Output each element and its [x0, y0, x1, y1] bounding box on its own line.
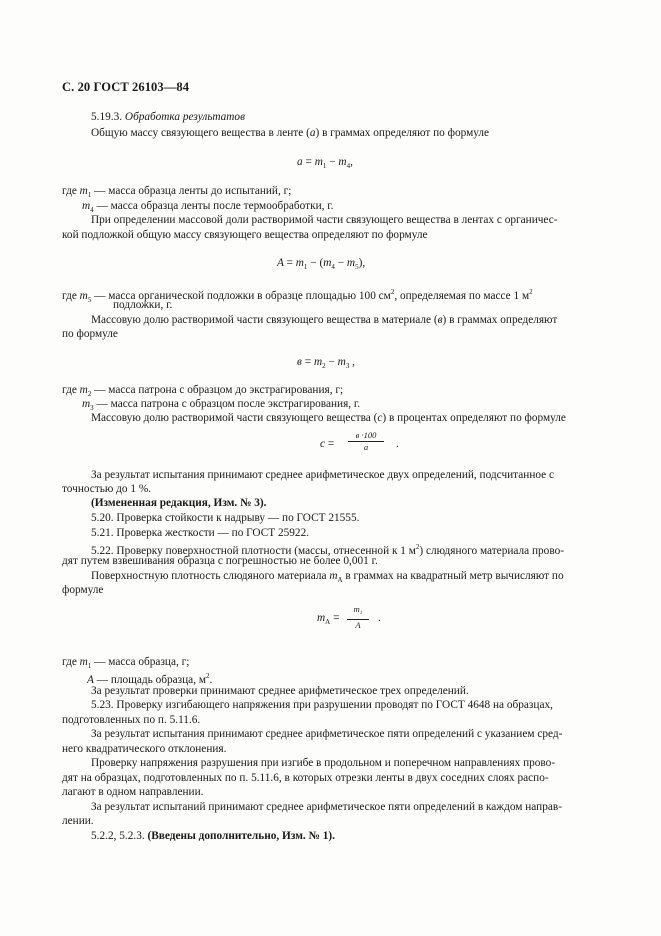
formula-period: .	[396, 438, 399, 450]
paragraph-line: по формуле	[62, 328, 118, 340]
formula-total-binder: $a = m_1 - m_4$,	[297, 156, 353, 170]
where-line: $m_3$ — масса патрона с образцом после экстрагирования, г.	[82, 398, 361, 412]
paragraph-line: 5.20. Проверка стойкости к надрыву — по ГОСТ 21555.	[91, 512, 360, 524]
fraction: в ·100 а	[348, 430, 384, 453]
paragraph-line: При определении массовой доли растворимой части связующего вещества в лентах с органичес-	[91, 214, 558, 226]
paragraph-line: Массовую долю растворимой части связующего вещества в материале (в) в граммах определяют	[91, 314, 558, 326]
formula-percent: с =	[320, 438, 335, 450]
where-line: $m_4$ — масса образца ленты после термообработки, г.	[82, 200, 334, 214]
paragraph-line: дят путем взвешивания образца с погрешностью не более 0,001 г.	[62, 555, 378, 567]
paragraph-line: дят на образцах, подготовленных по п. 5.11.6, в которых отрезки ленты в двух соседних слоях распо-	[62, 772, 549, 784]
paragraph-line: Проверку напряжения разрушения при изгибе в продольном и поперечном направлениях прово-	[91, 757, 556, 769]
formula-soluble-part: $в = m_2 - m_3$ ,	[297, 356, 355, 370]
text: ) в граммах определяют по формуле	[315, 127, 490, 139]
paragraph-line: точностью до 1 %.	[62, 483, 152, 495]
paragraph-line: него квадратического отклонения.	[62, 743, 227, 755]
variable: a	[309, 127, 316, 139]
formula-organic-substrate: $A = m_1 - (m_4 - m_5)$,	[277, 257, 366, 271]
paragraph-line: Массовую долю растворимой части связующего вещества (с) в процентах определяют по формуле	[91, 412, 566, 424]
where-line: где $m_1$ — масса образца, г;	[62, 656, 190, 670]
fraction: $\frac{m_1}{A}$	[347, 604, 369, 631]
section-heading	[91, 110, 245, 125]
paragraph-line: 5.21. Проверка жесткости — по ГОСТ 25922.	[91, 527, 310, 539]
text: Общую массу связующего вещества в ленте (	[91, 127, 310, 139]
paragraph-line: За результат испытаний принимают среднее арифметическое пяти определений в каждом направ-	[91, 801, 562, 813]
paragraph-line: Поверхностную плотность слюдяного материала $m_А$ в граммах на квадратный метр вычисляют по	[91, 570, 564, 584]
paragraph-line: За результат проверки принимают среднее арифметическое трех определений.	[91, 685, 469, 697]
paragraph-line: За результат испытания принимают среднее арифметическое пяти определений с указанием сред-	[91, 728, 563, 740]
paragraph-line: 5.22. Проверку поверхностной плотности (массы, отнесенной к 1 $м^2$) слюдяного материала прово-	[91, 543, 564, 557]
where-line: где $m_1$ — масса образца ленты до испытаний, г;	[62, 185, 292, 199]
where-line: где $m_2$ — масса патрона с образцом до экстрагирования, г;	[62, 384, 344, 398]
paragraph-line: лагают в одном направлении.	[62, 786, 204, 798]
paragraph-line: За результат испытания принимают среднее арифметическое двух определений, подсчитанное с	[91, 469, 555, 481]
formula-surface-density: $m_А$ =	[317, 612, 340, 626]
section-number: 5.19.3.	[91, 111, 123, 123]
paragraph-line: подготовленных по п. 5.11.6.	[62, 714, 201, 726]
where-line: A — площадь образца, $м^2$.	[87, 672, 213, 686]
page-header: С. 20 ГОСТ 26103—84	[62, 80, 190, 94]
where-line: подложки, г.	[113, 299, 173, 311]
formula-period: .	[378, 612, 381, 624]
paragraph-line: 5.23. Проверку изгибающего напряжения при разрушении проводят по ГОСТ 4648 на образцах,	[91, 699, 553, 711]
paragraph-line	[91, 126, 489, 141]
section-title: Обработка результатов	[124, 111, 245, 123]
paragraph-line: формуле	[62, 584, 104, 596]
amendment-note: 5.2.2, 5.2.3. (Введены дополнительно, Изм. № 1).	[91, 830, 335, 842]
paragraph-line: лении.	[62, 815, 94, 827]
where-line: где $m_5$ — масса органической подложки в образце площадью 100 $см^2$, определяемая по массе 1 $м^2$	[62, 288, 533, 304]
amendment-note: (Измененная редакция, Изм. № 3).	[91, 497, 267, 509]
paragraph-line: кой подложкой общую массу связующего вещества определяют по формуле	[62, 229, 428, 241]
